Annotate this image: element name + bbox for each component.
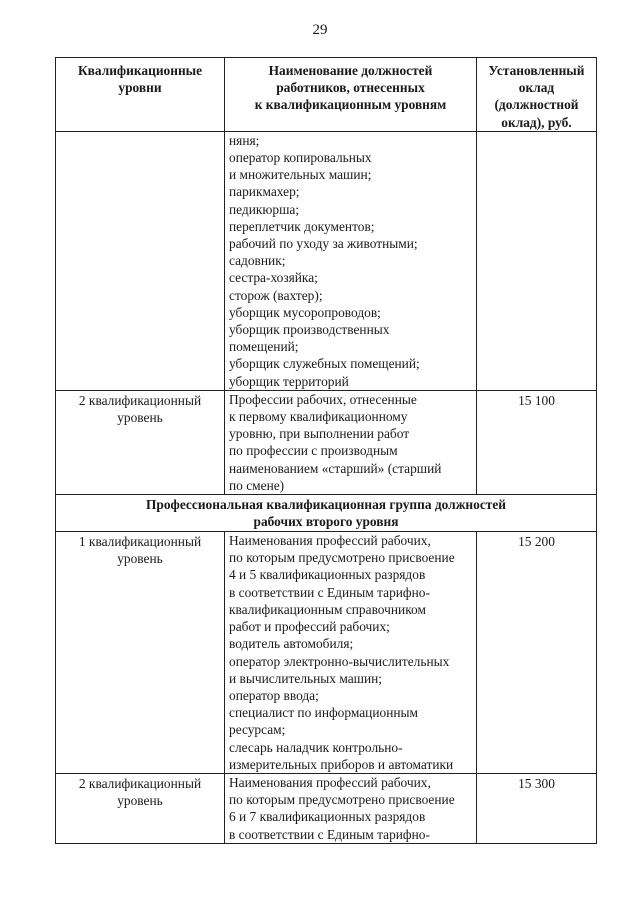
description-line: уборщик территорий	[229, 373, 349, 389]
description-line: уровню, при выполнении работ	[229, 426, 410, 442]
table-row	[56, 532, 597, 774]
description-cell	[225, 131, 477, 390]
description-line: Профессии рабочих, отнесенные	[229, 391, 417, 407]
header-text: оклад), руб.	[501, 114, 572, 130]
description-line: оператор копировальных	[229, 150, 372, 166]
level-cell	[56, 390, 225, 494]
description-line: по которым предусмотрено присвоение	[229, 550, 455, 566]
salary-cell: 15 300	[477, 773, 597, 843]
level-line: 2 квалификационный	[78, 392, 202, 408]
description-line: Наименования профессий рабочих,	[229, 533, 431, 549]
description-line: 6 и 7 квалификационных разрядов	[229, 809, 426, 825]
header-levels	[56, 58, 225, 132]
header-text: (должностной	[494, 97, 579, 113]
description-line: специалист по информационным	[229, 705, 418, 721]
description-line: уборщик служебных помещений;	[229, 356, 420, 372]
description-line: помещений;	[229, 339, 299, 355]
description-line: по профессии с производным	[229, 443, 398, 459]
table-row	[56, 390, 597, 494]
level-line: уровень	[117, 410, 163, 426]
description-line: по которым предусмотрено присвоение	[229, 792, 455, 808]
description-cell	[225, 773, 477, 843]
qualification-table	[55, 57, 597, 844]
level-cell	[56, 532, 225, 774]
group-heading-line: Профессиональная квалификационная группа должностей	[146, 497, 506, 513]
group-heading-line: рабочих второго уровня	[253, 514, 399, 530]
description-line: и вычислительных машин;	[229, 670, 383, 686]
header-text: Наименование должностей	[268, 63, 433, 78]
level-line: 2 квалификационный	[78, 775, 202, 791]
header-salary	[477, 58, 597, 132]
description-line: сестра-хозяйка;	[229, 270, 318, 286]
header-text: к квалификационным уровням	[254, 97, 447, 113]
description-cell	[225, 532, 477, 774]
description-line: 4 и 5 квалификационных разрядов	[229, 567, 426, 583]
salary-cell	[477, 131, 597, 390]
level-line: 1 квалификационный	[78, 534, 202, 550]
description-line: садовник;	[229, 253, 286, 269]
header-text: уровни	[118, 80, 162, 96]
page-number: 29	[312, 22, 328, 38]
description-line: оператор электронно-вычислительных	[229, 653, 450, 669]
header-positions	[225, 58, 477, 132]
description-line: переплетчик документов;	[229, 218, 375, 234]
header-text: Установленный	[488, 63, 585, 78]
table-header-row	[56, 58, 597, 132]
description-line: няня;	[229, 132, 260, 148]
level-cell	[56, 773, 225, 843]
description-line: в соответствии с Единым тарифно-	[229, 826, 430, 842]
description-line: работ и профессий рабочих;	[229, 619, 390, 635]
header-text: работников, отнесенных	[276, 80, 425, 96]
description-line: по смене)	[229, 477, 285, 493]
level-line: уровень	[117, 793, 163, 809]
description-line: сторож (вахтер);	[229, 287, 323, 303]
table-row	[56, 131, 597, 390]
description-cell	[225, 390, 477, 494]
table-row	[56, 773, 597, 843]
description-line: к первому квалификационному	[229, 409, 408, 425]
group-heading	[56, 495, 597, 532]
description-line: слесарь наладчик контрольно-	[229, 739, 403, 755]
header-text: оклад	[518, 80, 555, 96]
group-row	[56, 495, 597, 532]
header-text: Квалификационные	[77, 63, 203, 78]
description-line: в соответствии с Единым тарифно-	[229, 584, 430, 600]
description-line: парикмахер;	[229, 184, 300, 200]
description-line: измерительных приборов и автоматики	[229, 756, 454, 772]
description-line: наименованием «старший» (старший	[229, 460, 442, 476]
description-line: педикюрша;	[229, 201, 300, 217]
level-line: уровень	[117, 551, 163, 567]
description-line: квалификационным справочником	[229, 601, 426, 617]
description-line: уборщик мусоропроводов;	[229, 304, 381, 320]
level-cell	[56, 131, 225, 390]
description-line: рабочий по уходу за животными;	[229, 236, 418, 252]
description-line: ресурсам;	[229, 722, 286, 738]
salary-cell: 15 200	[477, 532, 597, 774]
salary-cell: 15 100	[477, 390, 597, 494]
description-line: оператор ввода;	[229, 687, 319, 703]
description-line: водитель автомобиля;	[229, 636, 354, 652]
description-line: уборщик производственных	[229, 322, 390, 338]
description-line: Наименования профессий рабочих,	[229, 774, 431, 790]
description-line: и множительных машин;	[229, 167, 372, 183]
